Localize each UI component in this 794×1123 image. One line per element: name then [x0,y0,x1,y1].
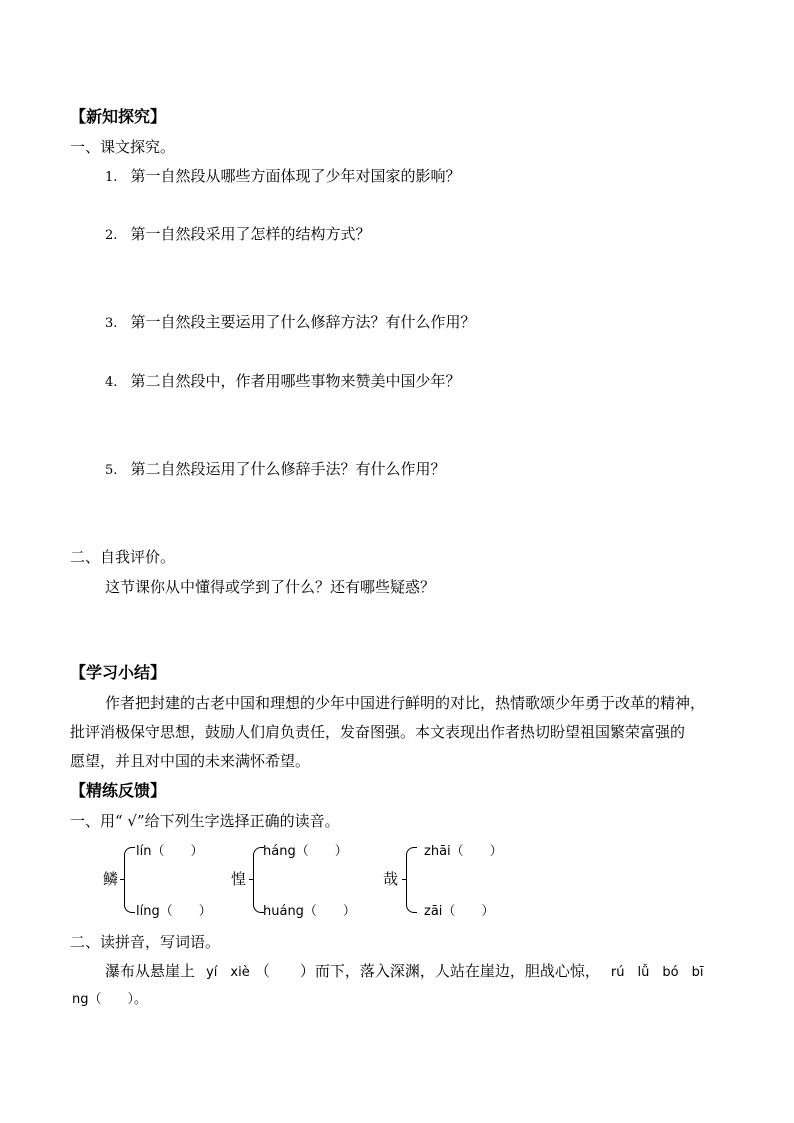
question-text: 第二自然段中，作者用哪些事物来赞美中国少年？ [130,372,461,390]
part1-title: 一、课文探究。 [70,138,176,156]
section-title-practice: 【精练反馈】 [70,781,167,800]
practice-part1-title: 一、用“ √”给下列生字选择正确的读音。 [70,812,340,830]
summary-line-2: 批评消极保守思想，鼓励人们肩负责任，发奋图强。本文表现出作者热切盼望祖国繁荣富强的 [70,723,686,741]
brace-tip [249,879,253,880]
reading-lin-bottom[interactable]: líng（ ） [136,904,212,919]
summary-line-3: 愿望，并且对中国的未来满怀希望。 [70,752,311,770]
question-number: 4. [105,375,118,390]
char-zai: 哉 [383,870,399,888]
question-4 [105,370,461,391]
pinyin-exercise-line-2 [72,988,147,1007]
reading-zai-bottom[interactable]: zāi（ ） [424,904,495,919]
brace-lin [124,847,135,913]
section-title-new-knowledge: 【新知探究】 [70,107,167,126]
question-number: 1. [105,170,118,185]
brace-tip [402,879,406,880]
exercise-text-blank[interactable]: ng（ ）。 [72,992,147,1007]
question-number: 3. [105,316,118,331]
self-evaluation-text: 这节课你从中懂得或学到了什么？还有哪些疑惑？ [105,578,436,596]
question-text: 第一自然段采用了怎样的结构方式？ [130,225,371,243]
exercise-text-blank[interactable]: （ ）而下，落入深渊，人站在崖边，胆战心惊， [254,962,600,980]
reading-lin-top[interactable]: lín（ ） [136,844,204,859]
reading-zai-top[interactable]: zhāi（ ） [424,844,503,859]
exercise-pinyin: yí xiè [206,965,250,980]
reading-huang-top[interactable]: háng（ ） [263,844,348,859]
reading-huang-bottom[interactable]: huáng（ ） [263,904,356,919]
question-1 [105,165,461,186]
part2-title: 二、自我评价。 [70,548,176,566]
question-text: 第二自然段运用了什么修辞手法？有什么作用？ [130,460,446,478]
section-title-summary: 【学习小结】 [70,663,167,682]
question-3 [105,311,476,332]
exercise-text: 瀑布从悬崖上 [105,962,196,980]
question-number: 5. [105,463,118,478]
brace-zai [406,847,417,913]
exercise-pinyin: rú lǚ bó bī [610,965,704,980]
question-text: 第一自然段从哪些方面体现了少年对国家的影响？ [130,167,461,185]
practice-part2-title: 二、读拼音，写词语。 [70,933,221,951]
question-text: 第一自然段主要运用了什么修辞方法？有什么作用？ [130,313,476,331]
brace-tip [120,879,124,880]
pinyin-exercise-line-1 [105,960,703,981]
question-5 [105,458,446,479]
summary-line-1: 作者把封建的古老中国和理想的少年中国进行鲜明的对比，热情歌颂少年勇于改革的精神， [105,694,706,712]
char-lin: 鳞 [103,870,119,888]
question-2 [105,223,371,244]
char-huang: 惶 [231,870,247,888]
question-number: 2. [105,228,118,243]
